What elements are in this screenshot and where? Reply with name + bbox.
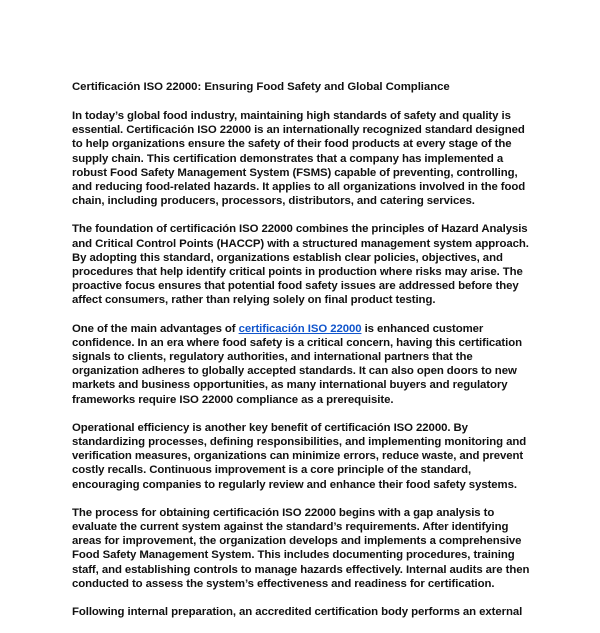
document-title: Certificación ISO 22000: Ensuring Food Safety and Global Compliance [72, 81, 450, 93]
paragraph-process: The process for obtaining certificación ISO 22000 begins with a gap analysis to evaluate the current system against the standard’s requirements. After identifying areas for improvement, the organization develops and implements a comprehensive Food Safety Management System. This includes documenting procedures, training staff, and establishing controls to manage hazards effectively. Internal audits are then conducted to assess the system’s effectiveness and readiness for certification. [72, 506, 530, 590]
advantages-text-before: One of the main advantages of [72, 322, 239, 335]
paragraph-following: Following internal preparation, an accredited certification body performs an external [72, 606, 523, 619]
paragraph-intro: In today’s global food industry, maintaining high standards of safety and quality is essential. Certificación ISO 22000 is an internationally recognized standard designed to help organizations ensure the safety of their food products at every stage of the supply chain. This certification demonstrates that a company has implemented a robust Food Safety Management System (FSMS) capable of preventing, controlling, and reducing food-related hazards. It applies to all organizations involved in the food chain, including producers, processors, distributors, and catering services. [72, 110, 526, 208]
document-page [72, 80, 534, 633]
paragraph-foundation: The foundation of certificación ISO 22000 combines the principles of Hazard Analysis and Critical Control Points (HACCP) with a structured management system approach. By adopting this standard, organizations establish clear policies, objectives, and procedures that help identify critical points in production where risks may arise. The proactive focus ensures that potential food safety issues are addressed before they affect consumers, rather than relying solely on final product testing. [72, 223, 529, 307]
certificacion-iso-22000-link[interactable]: certificación ISO 22000 [238, 322, 362, 335]
advantages-text-after: is enhanced customer confidence. In an era where food safety is a critical concern, having this certification signals to clients, regulatory authorities, and international partners that the organization adheres to globally accepted standards. It can also open doors to new markets and business opportunities, as many international buyers and regulatory frameworks require ISO 22000 compliance as a prerequisite. [72, 322, 522, 406]
paragraph-efficiency: Operational efficiency is another key benefit of certificación ISO 22000. By standardizing processes, defining responsibilities, and implementing monitoring and verification measures, organizations can minimize errors, reduce waste, and prevent costly recalls. Continuous improvement is a core principle of the standard, encouraging companies to regularly review and enhance their food safety systems. [72, 421, 527, 491]
paragraph-advantages [72, 322, 534, 407]
